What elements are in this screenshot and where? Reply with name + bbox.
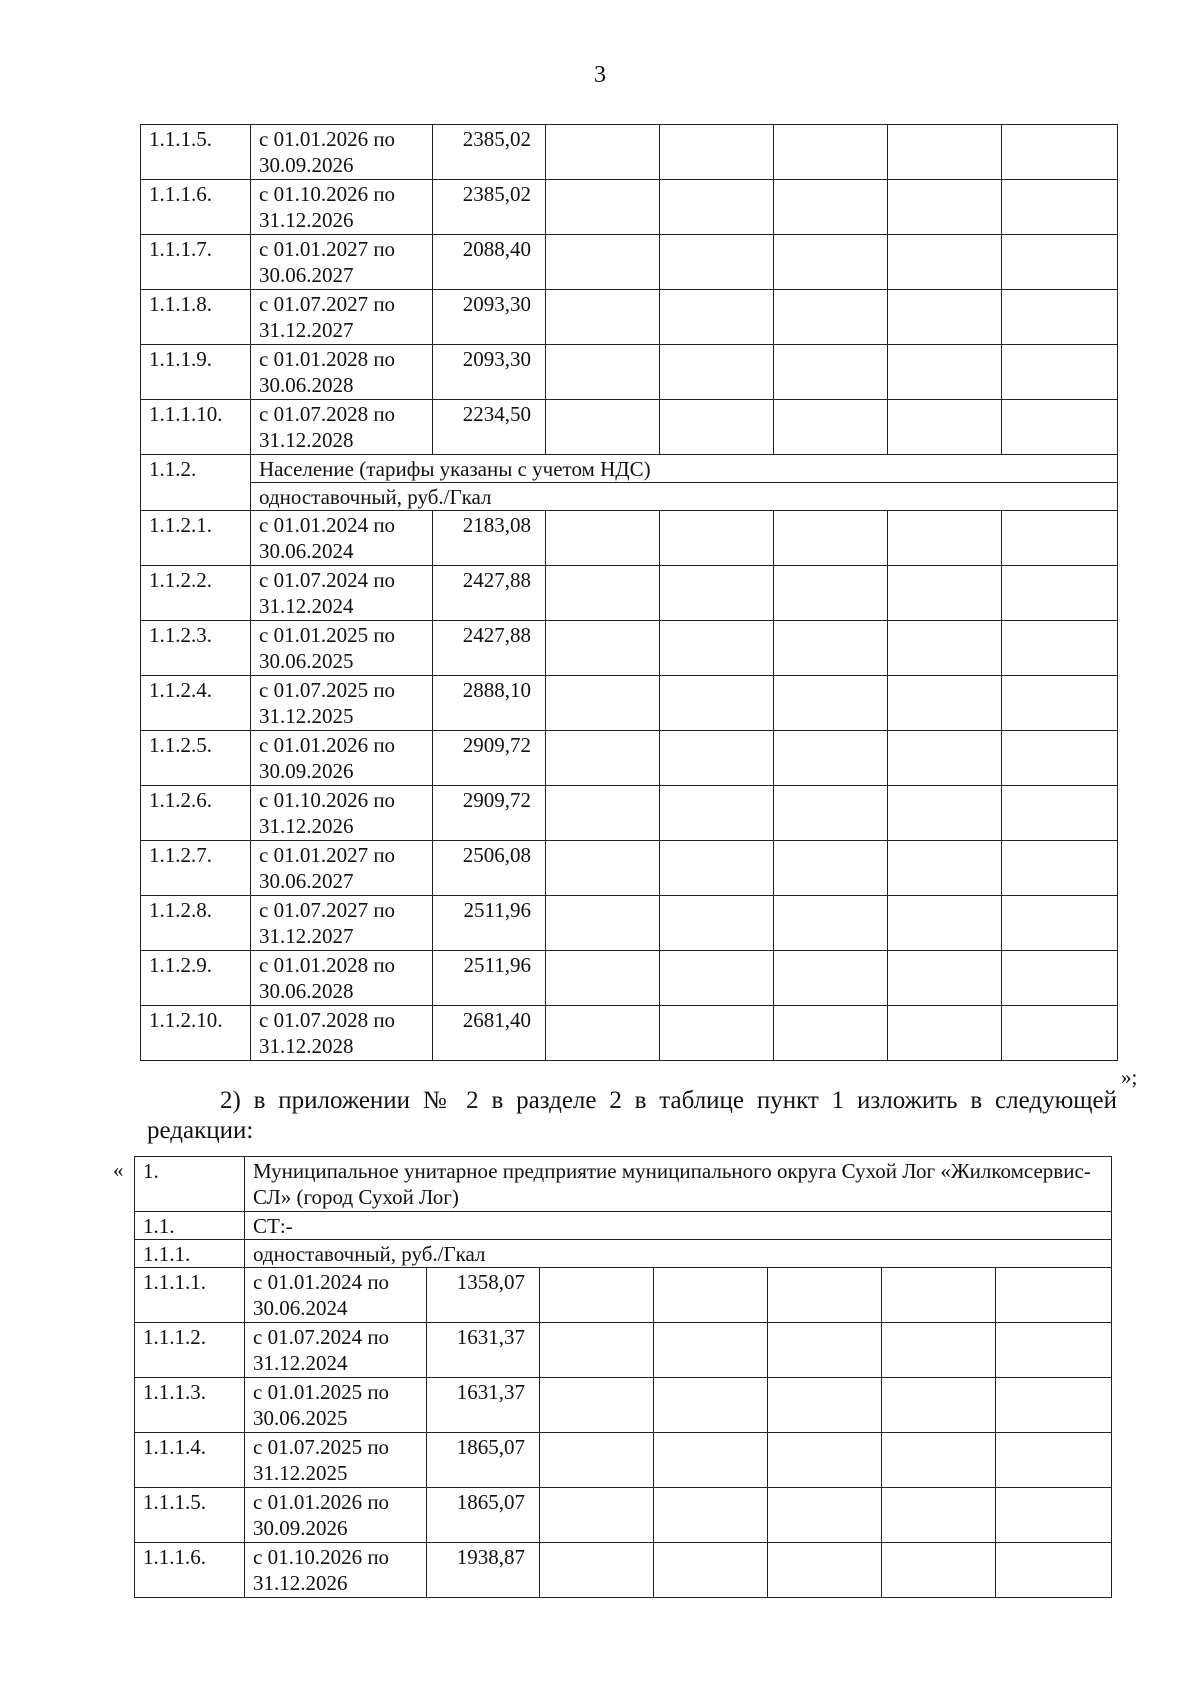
empty-cell bbox=[546, 841, 660, 896]
row-code: 1.1.2.8. bbox=[141, 896, 251, 951]
empty-cell bbox=[546, 951, 660, 1006]
row-period: с 01.01.2027 по 30.06.2027 bbox=[251, 235, 433, 290]
row-code: 1.1.1.5. bbox=[141, 125, 251, 180]
empty-cell bbox=[654, 1543, 768, 1598]
row-period: с 01.07.2025 по 31.12.2025 bbox=[245, 1433, 427, 1488]
empty-cell bbox=[660, 511, 774, 566]
empty-cell bbox=[768, 1433, 882, 1488]
table-row bbox=[141, 786, 1118, 841]
section-subtitle: одноставочный, руб./Гкал bbox=[251, 483, 1118, 511]
empty-cell bbox=[546, 180, 660, 235]
row-code: 1.1.2.5. bbox=[141, 731, 251, 786]
row-period: с 01.01.2028 по 30.06.2028 bbox=[251, 951, 433, 1006]
row-period: с 01.01.2026 по 30.09.2026 bbox=[251, 125, 433, 180]
row-code: 1.1.2.4. bbox=[141, 676, 251, 731]
empty-cell bbox=[1002, 290, 1118, 345]
empty-cell bbox=[546, 345, 660, 400]
section-title: Население (тарифы указаны с учетом НДС) bbox=[251, 455, 1118, 483]
row-period: с 01.01.2028 по 30.06.2028 bbox=[251, 345, 433, 400]
org-name: Муниципальное унитарное предприятие муниципального округа Сухой Лог «Жилкомсервис-СЛ» (город Сухой Лог) bbox=[245, 1157, 1112, 1212]
empty-cell bbox=[1002, 621, 1118, 676]
table-row bbox=[135, 1323, 1112, 1378]
row-period: с 01.07.2027 по 31.12.2027 bbox=[251, 896, 433, 951]
table-row bbox=[135, 1378, 1112, 1433]
row-value: 1938,87 bbox=[427, 1543, 540, 1598]
empty-cell bbox=[540, 1433, 654, 1488]
empty-cell bbox=[888, 786, 1002, 841]
table-row bbox=[141, 180, 1118, 235]
empty-cell bbox=[774, 896, 888, 951]
table-row bbox=[141, 1006, 1118, 1061]
empty-cell bbox=[660, 621, 774, 676]
row-period: с 01.07.2025 по 31.12.2025 bbox=[251, 676, 433, 731]
table2-header bbox=[135, 1157, 1112, 1268]
row-period: с 01.01.2027 по 30.06.2027 bbox=[251, 841, 433, 896]
row-code: 1.1.1.8. bbox=[141, 290, 251, 345]
row-value: 1631,37 bbox=[427, 1323, 540, 1378]
row-code: 1.1.1.10. bbox=[141, 400, 251, 455]
empty-cell bbox=[774, 731, 888, 786]
row-value: 2909,72 bbox=[433, 786, 546, 841]
table-row bbox=[141, 566, 1118, 621]
empty-cell bbox=[768, 1488, 882, 1543]
row-code: 1.1.1.6. bbox=[141, 180, 251, 235]
empty-cell bbox=[1002, 400, 1118, 455]
empty-cell bbox=[888, 345, 1002, 400]
empty-cell bbox=[774, 786, 888, 841]
empty-cell bbox=[888, 400, 1002, 455]
table-row bbox=[141, 290, 1118, 345]
row-period: с 01.01.2026 по 30.09.2026 bbox=[251, 731, 433, 786]
empty-cell bbox=[1002, 951, 1118, 1006]
empty-cell bbox=[774, 1006, 888, 1061]
row-value: 2385,02 bbox=[433, 180, 546, 235]
empty-cell bbox=[774, 841, 888, 896]
empty-cell bbox=[660, 841, 774, 896]
section-code: 1.1.2. bbox=[141, 455, 251, 511]
table-row bbox=[141, 345, 1118, 400]
empty-cell bbox=[546, 896, 660, 951]
row-value: 2093,30 bbox=[433, 345, 546, 400]
row-value: 2427,88 bbox=[433, 566, 546, 621]
empty-cell bbox=[888, 511, 1002, 566]
empty-cell bbox=[774, 400, 888, 455]
row-code: 1.1.2.1. bbox=[141, 511, 251, 566]
empty-cell bbox=[888, 841, 1002, 896]
row-period: с 01.01.2024 по 30.06.2024 bbox=[251, 511, 433, 566]
empty-cell bbox=[660, 676, 774, 731]
row-code: 1.1.1.7. bbox=[141, 235, 251, 290]
row-code: 1.1.1.2. bbox=[135, 1323, 245, 1378]
empty-cell bbox=[1002, 125, 1118, 180]
empty-cell bbox=[996, 1323, 1112, 1378]
empty-cell bbox=[996, 1268, 1112, 1323]
empty-cell bbox=[546, 786, 660, 841]
table-row bbox=[141, 841, 1118, 896]
row-value: 2506,08 bbox=[433, 841, 546, 896]
table-row bbox=[135, 1433, 1112, 1488]
empty-cell bbox=[888, 621, 1002, 676]
empty-cell bbox=[546, 1006, 660, 1061]
empty-cell bbox=[654, 1433, 768, 1488]
empty-cell bbox=[546, 731, 660, 786]
empty-cell bbox=[888, 731, 1002, 786]
empty-cell bbox=[546, 290, 660, 345]
empty-cell bbox=[882, 1543, 996, 1598]
empty-cell bbox=[882, 1268, 996, 1323]
row-period: с 01.07.2024 по 31.12.2024 bbox=[251, 566, 433, 621]
row-value: 2088,40 bbox=[433, 235, 546, 290]
empty-cell bbox=[888, 235, 1002, 290]
empty-cell bbox=[660, 290, 774, 345]
empty-cell bbox=[774, 951, 888, 1006]
empty-cell bbox=[546, 621, 660, 676]
row-value: 2234,50 bbox=[433, 400, 546, 455]
row-value: 2427,88 bbox=[433, 621, 546, 676]
empty-cell bbox=[774, 235, 888, 290]
row-value: 1631,37 bbox=[427, 1378, 540, 1433]
page-number: 3 bbox=[594, 62, 606, 88]
empty-cell bbox=[540, 1378, 654, 1433]
tariff-table-new-edition bbox=[134, 1156, 1112, 1598]
table-row bbox=[141, 676, 1118, 731]
empty-cell bbox=[882, 1323, 996, 1378]
row-value: 2909,72 bbox=[433, 731, 546, 786]
row-value: 2385,02 bbox=[433, 125, 546, 180]
empty-cell bbox=[654, 1378, 768, 1433]
table-row bbox=[141, 511, 1118, 566]
empty-cell bbox=[774, 566, 888, 621]
empty-cell bbox=[768, 1543, 882, 1598]
table1-rows-bottom bbox=[141, 511, 1118, 1061]
row-period: с 01.01.2024 по 30.06.2024 bbox=[245, 1268, 427, 1323]
st-label: СТ:- bbox=[245, 1212, 1112, 1240]
row-code: 1.1.1.4. bbox=[135, 1433, 245, 1488]
empty-cell bbox=[1002, 731, 1118, 786]
table-row bbox=[135, 1268, 1112, 1323]
row-value: 1358,07 bbox=[427, 1268, 540, 1323]
empty-cell bbox=[546, 676, 660, 731]
empty-cell bbox=[546, 511, 660, 566]
amendment-paragraph: 2) в приложении № 2 в разделе 2 в таблице пункт 1 изложить в следующей редакции: bbox=[147, 1087, 1117, 1144]
table-row bbox=[141, 731, 1118, 786]
row-code: 1.1.2.2. bbox=[141, 566, 251, 621]
row-code: 1.1.2.7. bbox=[141, 841, 251, 896]
empty-cell bbox=[774, 125, 888, 180]
closing-quote: »; bbox=[1121, 1065, 1138, 1089]
row-code: 1.1.2.3. bbox=[141, 621, 251, 676]
empty-cell bbox=[888, 290, 1002, 345]
row-period: с 01.01.2026 по 30.09.2026 bbox=[245, 1488, 427, 1543]
empty-cell bbox=[1002, 841, 1118, 896]
empty-cell bbox=[996, 1488, 1112, 1543]
empty-cell bbox=[546, 566, 660, 621]
table-row bbox=[141, 896, 1118, 951]
table-row bbox=[141, 621, 1118, 676]
tariff-table-continued bbox=[140, 124, 1118, 1061]
empty-cell bbox=[540, 1543, 654, 1598]
empty-cell bbox=[774, 290, 888, 345]
row-code: 1.1.2.9. bbox=[141, 951, 251, 1006]
table1-section-header bbox=[141, 455, 1118, 511]
empty-cell bbox=[1002, 786, 1118, 841]
empty-cell bbox=[660, 235, 774, 290]
empty-cell bbox=[1002, 1006, 1118, 1061]
row-code: 1.1.1.6. bbox=[135, 1543, 245, 1598]
empty-cell bbox=[768, 1378, 882, 1433]
empty-cell bbox=[888, 125, 1002, 180]
row-value: 1865,07 bbox=[427, 1488, 540, 1543]
empty-cell bbox=[1002, 345, 1118, 400]
empty-cell bbox=[1002, 180, 1118, 235]
empty-cell bbox=[660, 1006, 774, 1061]
empty-cell bbox=[882, 1378, 996, 1433]
table-row bbox=[135, 1543, 1112, 1598]
tariff-label: одноставочный, руб./Гкал bbox=[245, 1240, 1112, 1268]
row-code: 1.1.1.1. bbox=[135, 1268, 245, 1323]
empty-cell bbox=[1002, 235, 1118, 290]
table-row bbox=[141, 400, 1118, 455]
empty-cell bbox=[660, 566, 774, 621]
empty-cell bbox=[540, 1268, 654, 1323]
row-period: с 01.07.2027 по 31.12.2027 bbox=[251, 290, 433, 345]
empty-cell bbox=[888, 951, 1002, 1006]
empty-cell bbox=[774, 345, 888, 400]
empty-cell bbox=[768, 1268, 882, 1323]
empty-cell bbox=[546, 125, 660, 180]
row-value: 2511,96 bbox=[433, 896, 546, 951]
empty-cell bbox=[546, 400, 660, 455]
row-code: 1.1.1.5. bbox=[135, 1488, 245, 1543]
empty-cell bbox=[774, 621, 888, 676]
empty-cell bbox=[1002, 566, 1118, 621]
table1-rows-top bbox=[141, 125, 1118, 455]
empty-cell bbox=[774, 180, 888, 235]
row-value: 2511,96 bbox=[433, 951, 546, 1006]
empty-cell bbox=[654, 1323, 768, 1378]
empty-cell bbox=[660, 896, 774, 951]
row-period: с 01.07.2024 по 31.12.2024 bbox=[245, 1323, 427, 1378]
row-code: 1.1.2.10. bbox=[141, 1006, 251, 1061]
empty-cell bbox=[768, 1323, 882, 1378]
empty-cell bbox=[540, 1488, 654, 1543]
table-row bbox=[141, 951, 1118, 1006]
row-period: с 01.10.2026 по 31.12.2026 bbox=[251, 786, 433, 841]
empty-cell bbox=[654, 1268, 768, 1323]
row-period: с 01.01.2025 по 30.06.2025 bbox=[251, 621, 433, 676]
row-code: 1.1.1.9. bbox=[141, 345, 251, 400]
row-period: с 01.07.2028 по 31.12.2028 bbox=[251, 1006, 433, 1061]
empty-cell bbox=[1002, 676, 1118, 731]
empty-cell bbox=[888, 676, 1002, 731]
st-code: 1.1. bbox=[135, 1212, 245, 1240]
empty-cell bbox=[888, 896, 1002, 951]
empty-cell bbox=[660, 125, 774, 180]
empty-cell bbox=[1002, 511, 1118, 566]
row-period: с 01.10.2026 по 31.12.2026 bbox=[245, 1543, 427, 1598]
row-value: 2183,08 bbox=[433, 511, 546, 566]
row-period: с 01.01.2025 по 30.06.2025 bbox=[245, 1378, 427, 1433]
table2-rows bbox=[135, 1268, 1112, 1598]
row-value: 1865,07 bbox=[427, 1433, 540, 1488]
empty-cell bbox=[888, 566, 1002, 621]
table-row bbox=[141, 235, 1118, 290]
empty-cell bbox=[660, 400, 774, 455]
org-code: 1. bbox=[135, 1157, 245, 1212]
empty-cell bbox=[888, 180, 1002, 235]
empty-cell bbox=[882, 1488, 996, 1543]
empty-cell bbox=[996, 1433, 1112, 1488]
empty-cell bbox=[774, 511, 888, 566]
empty-cell bbox=[1002, 896, 1118, 951]
tariff-code: 1.1.1. bbox=[135, 1240, 245, 1268]
row-value: 2681,40 bbox=[433, 1006, 546, 1061]
empty-cell bbox=[882, 1433, 996, 1488]
empty-cell bbox=[660, 345, 774, 400]
row-code: 1.1.2.6. bbox=[141, 786, 251, 841]
empty-cell bbox=[996, 1378, 1112, 1433]
table-row bbox=[141, 125, 1118, 180]
empty-cell bbox=[996, 1543, 1112, 1598]
table-row bbox=[135, 1488, 1112, 1543]
row-code: 1.1.1.3. bbox=[135, 1378, 245, 1433]
row-period: с 01.10.2026 по 31.12.2026 bbox=[251, 180, 433, 235]
empty-cell bbox=[774, 676, 888, 731]
opening-quote: « bbox=[113, 1158, 124, 1182]
row-value: 2888,10 bbox=[433, 676, 546, 731]
empty-cell bbox=[654, 1488, 768, 1543]
row-period: с 01.07.2028 по 31.12.2028 bbox=[251, 400, 433, 455]
empty-cell bbox=[546, 235, 660, 290]
row-value: 2093,30 bbox=[433, 290, 546, 345]
empty-cell bbox=[660, 731, 774, 786]
empty-cell bbox=[660, 786, 774, 841]
empty-cell bbox=[888, 1006, 1002, 1061]
empty-cell bbox=[540, 1323, 654, 1378]
empty-cell bbox=[660, 951, 774, 1006]
empty-cell bbox=[660, 180, 774, 235]
